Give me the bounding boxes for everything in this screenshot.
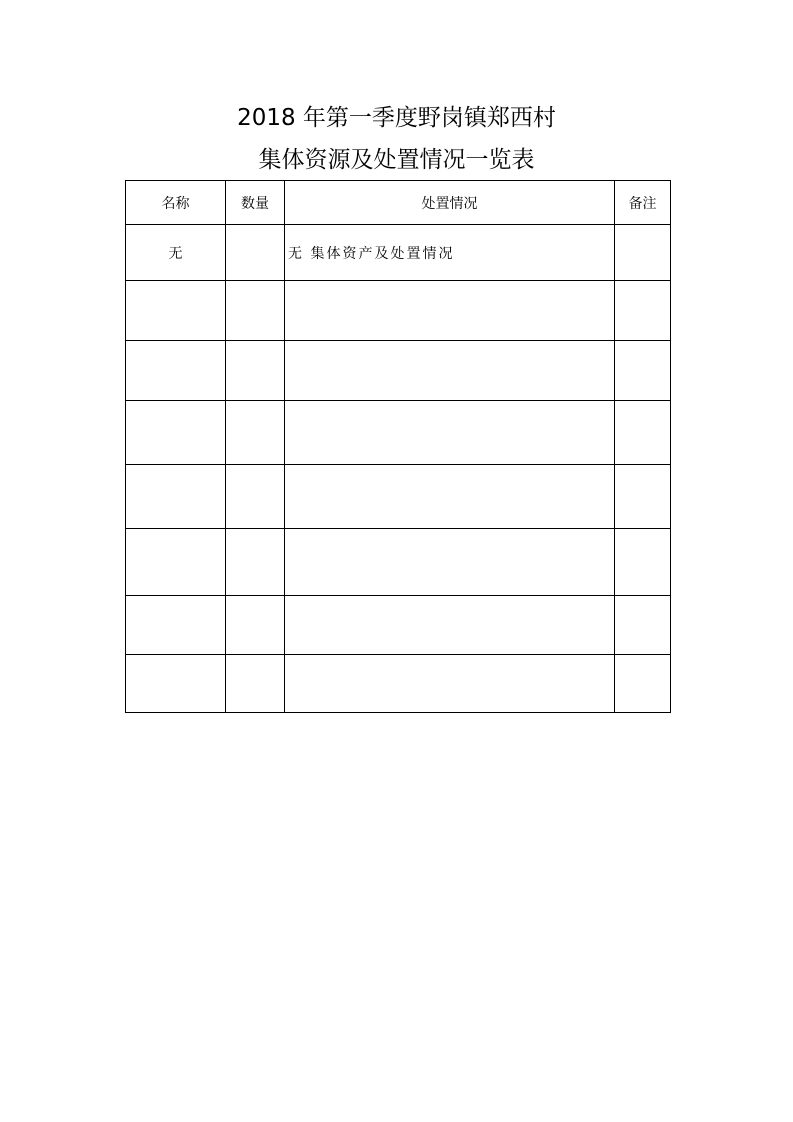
cell-name [126,655,226,713]
cell-quantity [226,401,285,465]
table-row [126,465,671,529]
cell-quantity [226,529,285,596]
cell-disposal [285,401,615,465]
cell-quantity [226,655,285,713]
page-subtitle: 集体资源及处置情况一览表 [258,147,535,173]
cell-name [126,465,226,529]
cell-remarks [615,225,671,281]
cell-quantity [226,281,285,341]
cell-remarks [615,401,671,465]
cell-disposal [285,281,615,341]
header-name: 名称 [126,181,226,225]
cell-remarks [615,465,671,529]
table-row [126,341,671,401]
cell-remarks [615,281,671,341]
cell-remarks [615,655,671,713]
cell-quantity [226,341,285,401]
table-row [126,401,671,465]
cell-remarks [615,341,671,401]
header-remarks: 备注 [615,181,671,225]
cell-name [126,401,226,465]
cell-remarks [615,529,671,596]
cell-disposal [285,655,615,713]
cell-name: 无 [126,225,226,281]
table-row [126,281,671,341]
cell-name [126,529,226,596]
cell-name [126,341,226,401]
cell-disposal [285,529,615,596]
header-quantity: 数量 [226,181,285,225]
cell-quantity [226,465,285,529]
cell-disposal: 无 集体资产及处置情况 [285,225,615,281]
cell-name [126,281,226,341]
table-row [126,529,671,596]
cell-name [126,596,226,655]
cell-remarks [615,596,671,655]
cell-quantity [226,225,285,281]
cell-disposal [285,596,615,655]
header-disposal: 处置情况 [285,181,615,225]
page-title: 2018 年第一季度野岗镇郑西村 [237,105,556,131]
table-row [126,225,671,281]
table-row [126,655,671,713]
table-row [126,596,671,655]
asset-table [125,180,671,713]
cell-disposal [285,341,615,401]
cell-disposal [285,465,615,529]
cell-quantity [226,596,285,655]
table-header-row [126,181,671,225]
